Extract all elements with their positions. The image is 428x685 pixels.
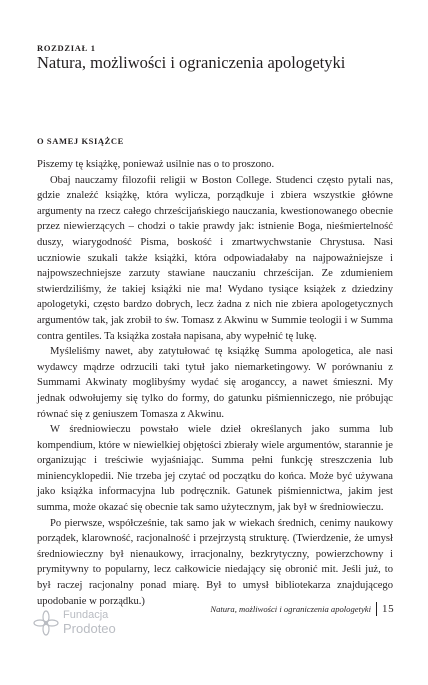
logo-text-prodoteo: Prodoteo — [63, 621, 116, 636]
paragraph: Po pierwsze, współcześnie, tak samo jak w wiekach średnich, cenimy naukowy porządek, klarowność, racjonalność i przejrzystą strukturę. (Twierdzenie, że umysł średniowieczny był nienaukowy, irracjonalny, bezkrytyczny, powierzchowny i prymitywny to popularny, lecz całkowicie niedający się obronić mit. Jeśli już, to był raczej racjonalny ponad miarę. Był to umysł bibliotekarza znajdującego upodobanie w porządku.) — [37, 517, 393, 607]
body-text — [37, 157, 393, 609]
chapter-title: Natura, możliwości i ograniczenia apologetyki — [37, 53, 346, 72]
page-number: 15 — [382, 603, 395, 615]
paragraph: Obaj nauczamy filozofii religii w Boston College. Studenci często pytali nas, gdzie znaleźć książkę, która wylicza, porządkuje i zbiera wszystkie główne argumenty na rzecz całego chrześcijańskiego nauczania, kwestionowanego obecnie przez niewierzących – chodzi o takie prawdy jak: istnienie Boga, nieśmiertelność duszy, wiarygodność Pisma, boskość i zmartwychwstanie Chrystusa. Nasi uczniowie szukali także książki, która odpowiadałaby na najpoważniejsze i najpowszechniejsze zarzuty stawiane nauczaniu chrześcijan. Ze zdumieniem stwierdziliśmy, że takiej książki nie ma! Wydano tysiące książek z dziedziny apologetyki, często bardzo dobrych, lecz żadna z nich nie zbiera apologetycznych argumentów tak, jak zrobił to św. Tomasz z Akwinu w Summie teologii i w Summa contra gentiles. Ta książka została napisana, aby wypełnić tę lukę. — [37, 174, 393, 342]
paragraph: Piszemy tę książkę, ponieważ usilnie nas o to proszono. — [37, 159, 275, 170]
paragraph: W średniowieczu powstało wiele dzieł określanych jako summa lub kompendium, które w niewielkiej objętości zbierały wiele argumentów, starannie je organizując i treściwie wyjaśniając. Summa pełni funkcję streszczenia lub miniencyklopedii. Nie trzeba jej czytać od początku do końca. Może być używana jako książka informacyjna lub podręcznik. Gatunek piśmiennictwa, jakim jest summa, może okazać się obecnie tak samo użytecznym, jak był w średniowieczu. — [37, 424, 393, 514]
publisher-logo — [33, 606, 143, 638]
footer-divider — [376, 602, 377, 616]
section-heading: O SAMEJ KSIĄŻCE — [37, 136, 124, 146]
flower-logo-icon — [33, 610, 59, 636]
running-footer-title: Natura, możliwości i ograniczenia apologetyki — [210, 604, 371, 614]
chapter-label: ROZDZIAŁ 1 — [37, 43, 96, 53]
paragraph: Myśleliśmy nawet, aby zatytułować tę książkę Summa apologetica, ale nasi wydawcy mądrze odrzucili taki tytuł jako niemarketingowy. W porównaniu z Summami Akwinaty moglibyśmy wydać się aroganccy, a nawet śmieszni. My jednak odwołujemy się tylko do formy, do gatunku piśmienniczego, nie próbując równać się z geniuszem Tomasza z Akwinu. — [37, 346, 393, 420]
logo-text-fundacja: Fundacja — [63, 609, 109, 621]
